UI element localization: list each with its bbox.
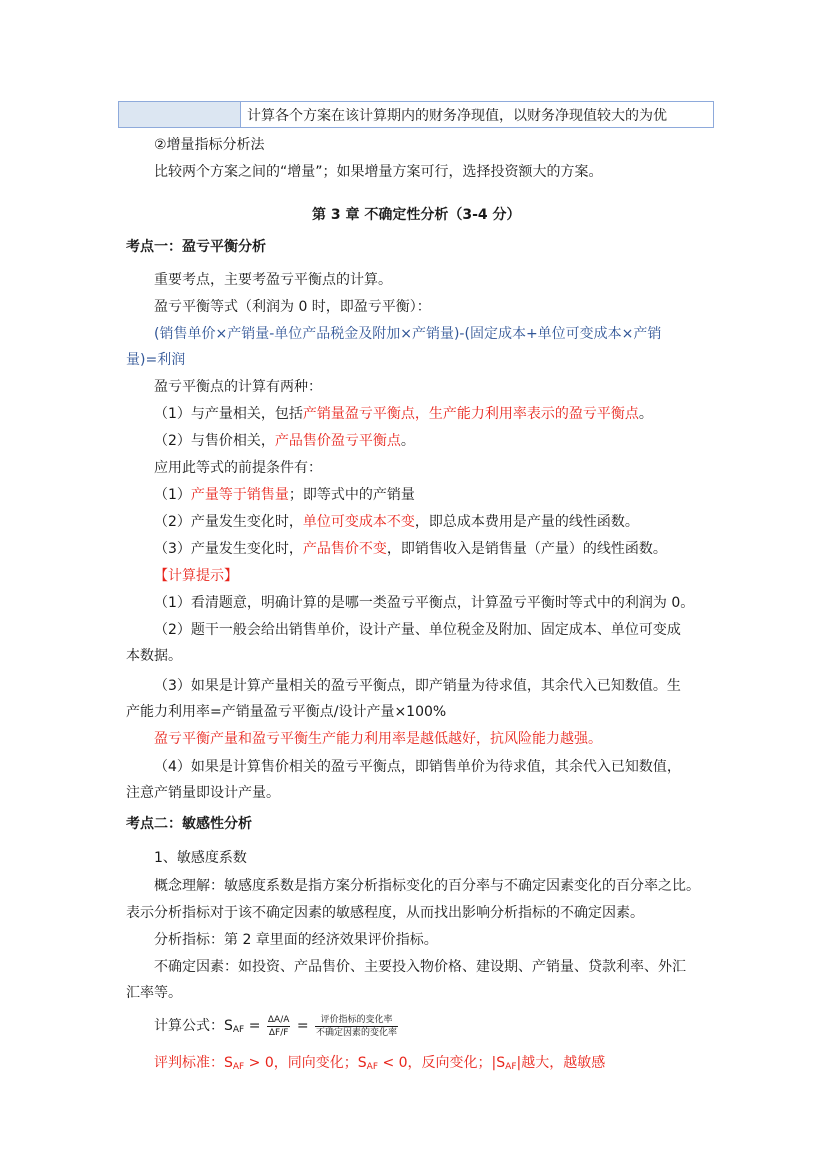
premise1-highlight: 产量等于销售量 (190, 487, 289, 503)
kp1-para3: 盈亏平衡点的计算有两种： (154, 379, 322, 395)
case2-prefix: （2）与售价相关， (154, 433, 275, 449)
sensitivity-formula (154, 1012, 400, 1044)
concept-line1: 概念理解：敏感度系数是指方案分析指标变化的百分率与不确定因素变化的百分率之比。 (154, 878, 700, 894)
tip3-line1: （3）如果是计算产量相关的盈亏平衡点，即产销量为待求值，其余代入已知数值。生 (154, 678, 681, 694)
table-cell-empty (119, 102, 241, 127)
criterion-positive: > 0，同向变化； (244, 1055, 358, 1071)
section-desc-incremental: 比较两个方案之间的“增量”；如果增量方案可行，选择投资额大的方案。 (154, 164, 603, 180)
criterion-line (154, 1053, 605, 1077)
premise2-suffix: ，即总成本费用是产量的线性函数。 (414, 514, 639, 530)
formula-equals-2: = (296, 1018, 309, 1034)
case1-prefix: （1）与产量相关，包括 (154, 406, 303, 422)
case2-suffix: 。 (400, 433, 415, 449)
kp1-formula-line2: 量)=利润 (126, 352, 186, 368)
kp2-subheading: 1、敏感度系数 (154, 850, 247, 866)
kp1-premise2 (154, 512, 639, 532)
premise2-prefix: （2）产量发生变化时， (154, 514, 303, 530)
kp1-para4: 应用此等式的前提条件有： (154, 460, 322, 476)
criterion-absolute: |越大，越敏感 (516, 1055, 606, 1071)
kp1-premise1 (154, 485, 415, 505)
kp1-para1: 重要考点，主要考盈亏平衡点的计算。 (154, 272, 392, 288)
formula-sub-af: AF (232, 1025, 245, 1035)
premise1-prefix: （1） (154, 487, 191, 503)
crit-s2: S (357, 1055, 367, 1071)
factor-line2: 汇率等。 (126, 985, 182, 1001)
fraction-delta-denominator: ΔF/F (268, 1027, 289, 1038)
case2-highlight: 产品售价盈亏平衡点 (274, 433, 401, 449)
premise3-suffix: ，即销售收入是销售量（产量）的线性函数。 (386, 541, 667, 557)
premise1-suffix: ；即等式中的产销量 (288, 487, 415, 503)
tip2-line1: （2）题干一般会给出销售单价，设计产量、单位税金及附加、固定成本、单位可变成 (154, 622, 681, 638)
criterion-label: 评判标准： (154, 1055, 224, 1071)
fraction-delta (267, 1014, 291, 1039)
table-row (118, 101, 714, 128)
tip2-line2: 本数据。 (126, 648, 182, 664)
formula-s: S (224, 1018, 233, 1034)
case1-suffix: 。 (638, 406, 653, 422)
tip3-line2: 产能力利用率=产销量盈亏平衡点/设计产量×100% (126, 704, 447, 720)
factor-line1: 不确定因素：如投资、产品售价、主要投入物价格、建设期、产销量、贷款利率、外汇 (154, 959, 686, 975)
tip4-line2: 注意产销量即设计产量。 (126, 785, 280, 801)
kp1-premise3 (154, 539, 667, 559)
tip3-highlight: 盈亏平衡产量和盈亏平衡生产能力利用率是越低越好，抗风险能力越强。 (154, 731, 602, 747)
calc-tip-heading: 【计算提示】 (154, 568, 238, 584)
fraction-delta-numerator: ΔA/A (267, 1014, 290, 1025)
case1-highlight: 产销量盈亏平衡点，生产能力利用率表示的盈亏平衡点 (302, 406, 639, 422)
kp2-title: 考点二：敏感性分析 (126, 816, 252, 832)
indicator-line: 分析指标：第 2 章里面的经济效果评价指标。 (154, 932, 438, 948)
crit-sub3: AF (505, 1062, 517, 1072)
criterion-negative: < 0，反向变化；| (378, 1055, 497, 1071)
premise3-highlight: 产品售价不变 (302, 541, 387, 557)
crit-sub1: AF (232, 1062, 245, 1072)
section-title-incremental: ②增量指标分析法 (154, 137, 265, 153)
kp1-case2 (154, 431, 415, 451)
chapter-title: 第 3 章 不确定性分析（3-4 分） (312, 207, 521, 223)
concept-line2: 表示分析指标对于该不确定因素的敏感程度，从而找出影响分析指标的不确定因素。 (126, 905, 644, 921)
formula-equals-1: = (248, 1018, 261, 1034)
table-cell-text: 计算各个方案在该计算期内的财务净现值，以财务净现值较大的为优 (247, 108, 667, 124)
premise2-highlight: 单位可变成本不变 (302, 514, 415, 530)
kp1-title: 考点一：盈亏平衡分析 (126, 239, 266, 255)
tip1: （1）看清题意，明确计算的是哪一类盈亏平衡点，计算盈亏平衡时等式中的利润为 0。 (154, 595, 695, 611)
fraction-words-numerator: 评价指标的变化率 (315, 1014, 398, 1027)
crit-s1: S (224, 1055, 233, 1071)
formula-label: 计算公式： (154, 1018, 224, 1034)
kp1-para2: 盈亏平衡等式（利润为 0 时，即盈亏平衡）： (154, 299, 431, 315)
fraction-words-denominator: 不确定因素的变化率 (316, 1027, 398, 1038)
tip4-line1: （4）如果是计算售价相关的盈亏平衡点，即销售单价为待求值，其余代入已知数值， (154, 759, 681, 775)
crit-sub2: AF (366, 1062, 379, 1072)
crit-s3: S (496, 1055, 506, 1071)
premise3-prefix: （3）产量发生变化时， (154, 541, 303, 557)
fraction-words (315, 1014, 398, 1039)
kp1-formula-line1: (销售单价×产销量-单位产品税金及附加×产销量)-(固定成本+单位可变成本×产销 (154, 326, 662, 342)
kp1-case1 (154, 404, 653, 424)
